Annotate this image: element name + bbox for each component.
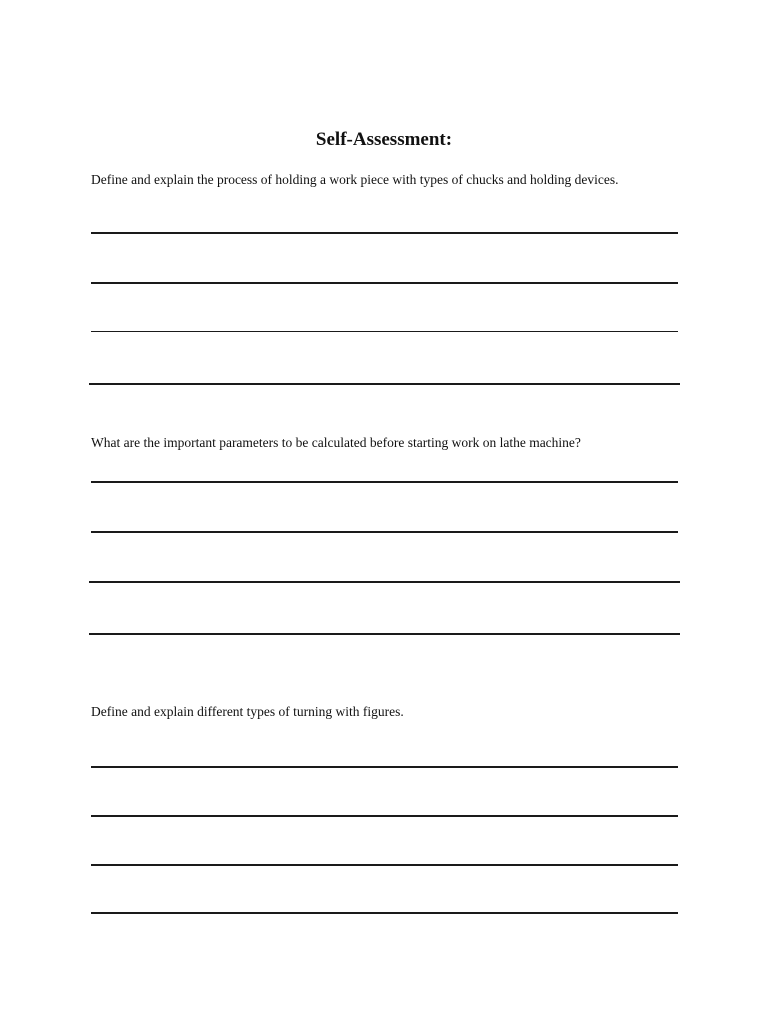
answer-line — [89, 581, 680, 583]
question-3-text: Define and explain different types of turning with figures. — [91, 704, 404, 719]
answer-line — [91, 864, 678, 866]
answer-line — [91, 766, 678, 768]
question-1-text: Define and explain the process of holding a work piece with types of chucks and holding devices. — [91, 172, 619, 187]
answer-line — [89, 633, 680, 635]
answer-line — [91, 531, 678, 533]
answer-line — [91, 815, 678, 817]
answer-line — [89, 383, 680, 385]
question-2-text: What are the important parameters to be calculated before starting work on lathe machine? — [91, 435, 581, 450]
answer-line — [91, 912, 678, 914]
answer-line — [91, 331, 678, 332]
answer-line — [91, 232, 678, 234]
answer-line — [91, 282, 678, 284]
page-title: Self-Assessment: — [315, 129, 453, 150]
answer-line — [91, 481, 678, 483]
